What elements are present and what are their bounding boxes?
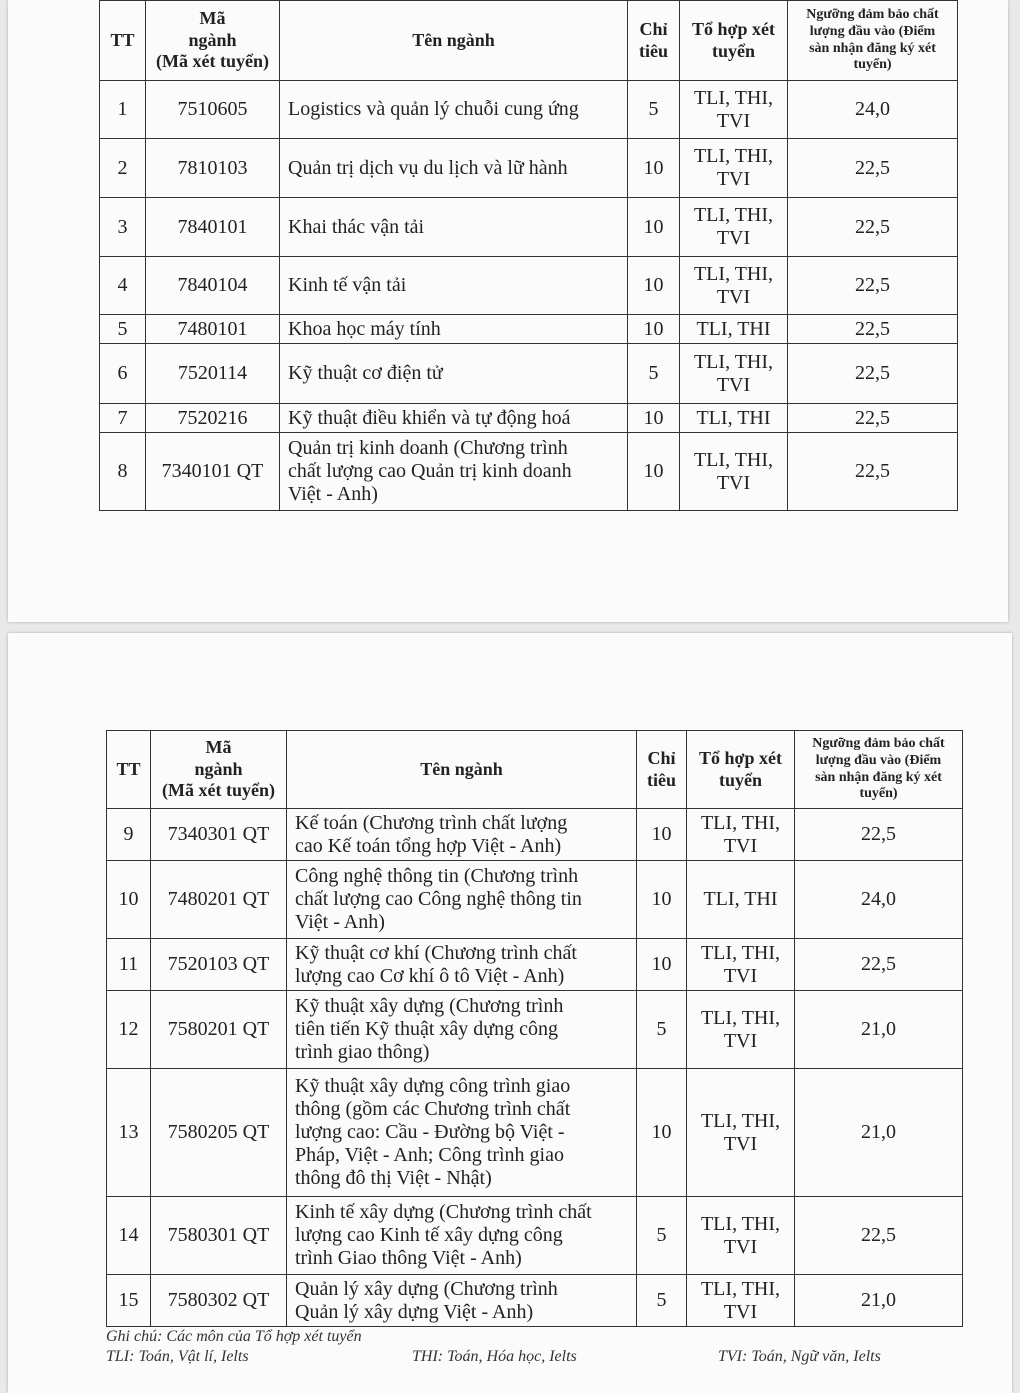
cell-code: 7340301 QT [151, 809, 287, 861]
table-row [107, 1197, 963, 1275]
cell-name [280, 433, 628, 511]
cell-code: 7480201 QT [151, 861, 287, 939]
cell-code: 7340101 QT [146, 433, 280, 511]
text-line: cao Kế toán tổng hợp Việt - Anh) [295, 834, 562, 857]
cell-threshold: 21,0 [795, 1069, 963, 1197]
cell-threshold: 22,5 [788, 198, 958, 257]
text-line: TLI, THI, [700, 1277, 781, 1300]
text-line: (Mã xét tuyển) [156, 51, 269, 72]
cell-name [287, 939, 637, 991]
text-line: sàn nhận đăng ký xét [815, 769, 942, 785]
header-quota [637, 731, 687, 809]
cell-quota: 10 [637, 939, 687, 991]
cell-quota: 10 [628, 315, 680, 344]
admission-table-1 [99, 0, 958, 511]
cell-tt: 10 [107, 861, 151, 939]
header-threshold [788, 1, 958, 81]
text-line: lượng đầu vào (Điểm [809, 23, 936, 39]
cell-code: 7510605 [146, 81, 280, 139]
cell-code: 7520103 QT [151, 939, 287, 991]
header-name: Tên ngành [280, 1, 628, 81]
text-line: TVI [716, 471, 751, 494]
header-threshold [795, 731, 963, 809]
text-line: Kế toán (Chương trình chất lượng [295, 811, 568, 834]
table-row [107, 1275, 963, 1327]
header-code [151, 731, 287, 809]
text-line: tuyển [711, 40, 755, 61]
cell-combo [687, 939, 795, 991]
cell-code: 7480101 [146, 315, 280, 344]
text-line: (Mã xét tuyển) [162, 780, 275, 801]
cell-name [287, 1197, 637, 1275]
cell-threshold: 22,5 [788, 139, 958, 198]
cell-name [280, 257, 628, 315]
text-line: Ngưỡng đảm bảo chất [812, 735, 945, 751]
text-line: Kỹ thuật cơ khí (Chương trình chất [295, 941, 577, 964]
text-line: ngành [188, 29, 237, 50]
text-line: tuyển) [853, 57, 892, 73]
text-line: Khai thác vận tải [288, 215, 425, 238]
table-row [100, 404, 958, 433]
cell-threshold: 22,5 [788, 433, 958, 511]
cell-code: 7580205 QT [151, 1069, 287, 1197]
table-row [100, 139, 958, 198]
cell-threshold: 24,0 [788, 81, 958, 139]
text-line: Kỹ thuật xây dựng công trình giao [295, 1075, 571, 1097]
text-line: Quản trị dịch vụ du lịch và lữ hành [288, 156, 568, 179]
text-line: Pháp, Việt - Anh; Công trình giao [295, 1144, 564, 1166]
text-line: TLI, THI [696, 406, 771, 429]
cell-name [287, 1069, 637, 1197]
header-row [100, 1, 958, 81]
text-line: Ngưỡng đảm bảo chất [806, 6, 939, 22]
text-line: tuyển) [859, 786, 898, 802]
header-combo [687, 731, 795, 809]
header-quota [628, 1, 680, 81]
text-line: Mã [205, 737, 232, 758]
cell-tt: 14 [107, 1197, 151, 1275]
text-line: Việt - Anh) [295, 911, 385, 933]
text-line: Kỹ thuật cơ điện tử [288, 362, 443, 384]
table-body [100, 81, 958, 511]
cell-name [287, 991, 637, 1069]
cell-quota: 5 [628, 81, 680, 139]
header-tt: TT [107, 731, 151, 809]
cell-quota: 5 [628, 344, 680, 404]
cell-combo [680, 198, 788, 257]
notes-title: Ghi chú: Các môn của Tổ hợp xét tuyển [106, 1328, 362, 1345]
table-row [107, 991, 963, 1069]
cell-combo [687, 991, 795, 1069]
header-tt: TT [100, 1, 146, 81]
table-row [100, 433, 958, 511]
cell-code: 7810103 [146, 139, 280, 198]
cell-combo [680, 404, 788, 433]
cell-name [280, 81, 628, 139]
text-line: Kỹ thuật điều khiển và tự động hoá [288, 406, 571, 429]
text-line: TVI [723, 1300, 758, 1323]
text-line: Quản trị kinh doanh (Chương trình [288, 437, 568, 459]
note-tli: TLI: Toán, Vật lí, Ielts [106, 1348, 249, 1365]
cell-quota: 10 [628, 139, 680, 198]
text-line: thông đô thị Việt - Nhật) [295, 1167, 492, 1189]
table-header [107, 731, 963, 809]
cell-code: 7520114 [146, 344, 280, 404]
cell-threshold: 22,5 [788, 344, 958, 404]
cell-combo [687, 861, 795, 939]
notes [106, 1328, 986, 1370]
table-row [107, 939, 963, 991]
cell-combo [680, 257, 788, 315]
cell-quota: 5 [637, 1197, 687, 1275]
cell-tt: 2 [100, 139, 146, 198]
text-line: TLI, THI, [700, 941, 781, 964]
text-line: Công nghệ thông tin (Chương trình [295, 865, 579, 887]
cell-combo [680, 315, 788, 344]
cell-code: 7580201 QT [151, 991, 287, 1069]
cell-name [287, 809, 637, 861]
cell-threshold: 22,5 [795, 809, 963, 861]
text-line: trình Giao thông Việt - Anh) [295, 1247, 522, 1269]
cell-name [280, 139, 628, 198]
cell-threshold: 22,5 [788, 257, 958, 315]
text-line: tiên tiến Kỹ thuật xây dựng công [295, 1018, 559, 1040]
cell-tt: 5 [100, 315, 146, 344]
header-combo [680, 1, 788, 81]
text-line: TLI, THI, [693, 145, 774, 167]
cell-tt: 4 [100, 257, 146, 315]
text-line: TLI, THI, [700, 1006, 781, 1029]
table-header [100, 1, 958, 81]
note-thi: THI: Toán, Hóa học, Ielts [412, 1348, 577, 1365]
text-line: TLI, THI, [700, 1109, 781, 1132]
text-line: TVI [723, 1235, 758, 1258]
text-line: tuyển [718, 769, 762, 790]
text-line: Kinh tế vận tải [288, 274, 407, 296]
cell-tt: 1 [100, 81, 146, 139]
cell-threshold: 22,5 [788, 404, 958, 433]
cell-quota: 10 [628, 198, 680, 257]
cell-combo [680, 433, 788, 511]
text-line: TLI, THI [696, 317, 771, 340]
cell-tt: 13 [107, 1069, 151, 1197]
cell-code: 7580302 QT [151, 1275, 287, 1327]
cell-threshold: 22,5 [788, 315, 958, 344]
text-line: Quản lý xây dựng (Chương trình [295, 1277, 558, 1300]
table-row [107, 1069, 963, 1197]
cell-threshold: 21,0 [795, 1275, 963, 1327]
text-line: Chỉ [647, 747, 676, 768]
text-line: TVI [716, 109, 751, 132]
admission-table-2 [106, 730, 963, 1327]
text-line: Logistics và quản lý chuỗi cung ứng [288, 98, 579, 120]
table-row [100, 81, 958, 139]
text-line: lượng cao Cơ khí ô tô Việt - Anh) [295, 964, 565, 987]
cell-threshold: 22,5 [795, 939, 963, 991]
text-line: Mã [199, 8, 226, 29]
cell-tt: 6 [100, 344, 146, 404]
cell-combo [687, 809, 795, 861]
cell-name [287, 861, 637, 939]
cell-quota: 10 [628, 404, 680, 433]
text-line: TLI, THI, [693, 86, 774, 109]
text-line: Kỹ thuật xây dựng (Chương trình [295, 995, 564, 1017]
cell-code: 7840104 [146, 257, 280, 315]
text-line: TLI, THI, [693, 448, 774, 471]
cell-combo [687, 1197, 795, 1275]
text-line: chất lượng cao Công nghệ thông tin [295, 888, 582, 910]
text-line: tiêu [639, 40, 668, 61]
cell-tt: 11 [107, 939, 151, 991]
text-line: TVI [723, 1132, 758, 1155]
cell-threshold: 24,0 [795, 861, 963, 939]
cell-quota: 10 [637, 1069, 687, 1197]
cell-tt: 7 [100, 404, 146, 433]
table-row [107, 861, 963, 939]
text-line: thông (gồm các Chương trình chất [295, 1098, 571, 1120]
table-row [100, 315, 958, 344]
text-line: lượng đầu vào (Điểm [815, 752, 942, 768]
text-line: TVI [716, 168, 751, 190]
text-line: TLI, THI, [693, 262, 774, 285]
cell-tt: 3 [100, 198, 146, 257]
header-code [146, 1, 280, 81]
text-line: chất lượng cao Quản trị kinh doanh [288, 460, 572, 482]
cell-quota: 10 [628, 257, 680, 315]
cell-threshold: 21,0 [795, 991, 963, 1069]
cell-combo [687, 1275, 795, 1327]
text-line: TLI, THI, [700, 1212, 781, 1235]
cell-quota: 5 [637, 1275, 687, 1327]
cell-quota: 5 [637, 991, 687, 1069]
text-line: TLI, THI, [693, 350, 774, 373]
text-line: TVI [723, 1029, 758, 1052]
text-line: TVI [716, 373, 751, 396]
cell-name [280, 404, 628, 433]
text-line: lượng cao Kinh tế xây dựng công [295, 1224, 563, 1246]
text-line: Khoa học máy tính [288, 317, 441, 340]
header-name: Tên ngành [287, 731, 637, 809]
header-row [107, 731, 963, 809]
text-line: TLI, THI [703, 888, 778, 910]
cell-quota: 10 [628, 433, 680, 511]
text-line: Việt - Anh) [288, 483, 378, 505]
table-row [100, 257, 958, 315]
note-tvi: TVI: Toán, Ngữ văn, Ielts [718, 1348, 881, 1365]
text-line: TVI [716, 285, 751, 308]
cell-threshold: 22,5 [795, 1197, 963, 1275]
cell-name [280, 344, 628, 404]
cell-tt: 9 [107, 809, 151, 861]
cell-code: 7520216 [146, 404, 280, 433]
cell-name [280, 315, 628, 344]
cell-quota: 10 [637, 809, 687, 861]
text-line: Chỉ [639, 18, 668, 39]
cell-code: 7580301 QT [151, 1197, 287, 1275]
cell-code: 7840101 [146, 198, 280, 257]
table-row [107, 809, 963, 861]
cell-tt: 15 [107, 1275, 151, 1327]
text-line: TVI [723, 964, 758, 987]
text-line: ngành [194, 758, 243, 779]
table-row [100, 344, 958, 404]
text-line: TVI [716, 227, 751, 249]
text-line: lượng cao: Cầu - Đường bộ Việt - [295, 1121, 565, 1143]
table-row [100, 198, 958, 257]
cell-combo [687, 1069, 795, 1197]
cell-tt: 8 [100, 433, 146, 511]
text-line: Quản lý xây dựng Việt - Anh) [295, 1300, 534, 1323]
text-line: sàn nhận đăng ký xét [809, 40, 936, 56]
text-line: Tổ hợp xét [692, 18, 775, 39]
cell-tt: 12 [107, 991, 151, 1069]
text-line: TVI [723, 834, 758, 857]
text-line: Tổ hợp xét [699, 747, 782, 768]
cell-name [287, 1275, 637, 1327]
text-line: TLI, THI, [693, 204, 774, 226]
text-line: Kinh tế xây dựng (Chương trình chất [295, 1201, 592, 1223]
text-line: trình giao thông) [295, 1041, 430, 1063]
cell-combo [680, 81, 788, 139]
cell-name [280, 198, 628, 257]
table-body [107, 809, 963, 1327]
cell-combo [680, 139, 788, 198]
cell-quota: 10 [637, 861, 687, 939]
cell-combo [680, 344, 788, 404]
text-line: TLI, THI, [700, 811, 781, 834]
text-line: tiêu [647, 769, 676, 790]
